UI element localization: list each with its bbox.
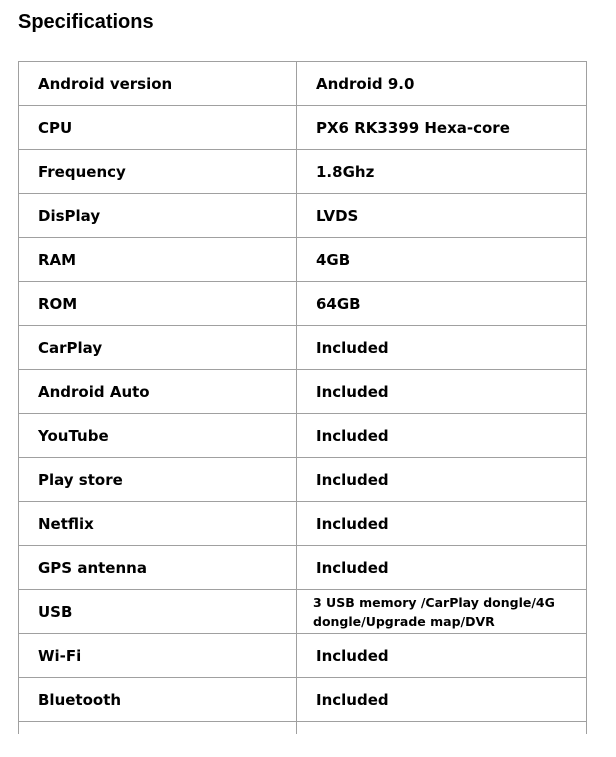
spec-value: LVDS bbox=[297, 194, 587, 238]
spec-label: CPU bbox=[19, 106, 297, 150]
table-cell-empty bbox=[297, 722, 587, 734]
spec-value: 64GB bbox=[297, 282, 587, 326]
spec-label: CarPlay bbox=[19, 326, 297, 370]
spec-value: Included bbox=[297, 414, 587, 458]
table-row bbox=[19, 106, 587, 150]
spec-label: USB bbox=[19, 590, 297, 634]
spec-label: RAM bbox=[19, 238, 297, 282]
table-row bbox=[19, 590, 587, 634]
table-row bbox=[19, 238, 587, 282]
spec-value: Android 9.0 bbox=[297, 62, 587, 106]
table-row-partial bbox=[19, 722, 587, 734]
spec-label: GPS antenna bbox=[19, 546, 297, 590]
spec-label: Play store bbox=[19, 458, 297, 502]
table-row bbox=[19, 502, 587, 546]
spec-value: PX6 RK3399 Hexa-core bbox=[297, 106, 587, 150]
spec-value: Included bbox=[297, 546, 587, 590]
page-title: Specifications bbox=[18, 11, 154, 33]
spec-label: Frequency bbox=[19, 150, 297, 194]
table-row bbox=[19, 634, 587, 678]
spec-value: Included bbox=[297, 502, 587, 546]
spec-value: Included bbox=[297, 634, 587, 678]
spec-label: Android version bbox=[19, 62, 297, 106]
table-row bbox=[19, 546, 587, 590]
table-row bbox=[19, 282, 587, 326]
table-row bbox=[19, 678, 587, 722]
spec-label: Android Auto bbox=[19, 370, 297, 414]
spec-label: Netflix bbox=[19, 502, 297, 546]
table-row bbox=[19, 370, 587, 414]
spec-value: Included bbox=[297, 326, 587, 370]
specifications-table bbox=[18, 61, 587, 734]
table-row bbox=[19, 150, 587, 194]
table-cell-empty bbox=[19, 722, 297, 734]
spec-label: Bluetooth bbox=[19, 678, 297, 722]
table-row bbox=[19, 62, 587, 106]
table-row bbox=[19, 458, 587, 502]
table-row bbox=[19, 326, 587, 370]
table-row bbox=[19, 194, 587, 238]
table-row bbox=[19, 414, 587, 458]
spec-value: Included bbox=[297, 678, 587, 722]
spec-label: DisPlay bbox=[19, 194, 297, 238]
spec-label: YouTube bbox=[19, 414, 297, 458]
spec-value: Included bbox=[297, 370, 587, 414]
spec-value: 4GB bbox=[297, 238, 587, 282]
spec-value: Included bbox=[297, 458, 587, 502]
spec-value: 3 USB memory /CarPlay dongle/4G dongle/Upgrade map/DVR bbox=[297, 590, 587, 634]
spec-label: Wi-Fi bbox=[19, 634, 297, 678]
spec-label: ROM bbox=[19, 282, 297, 326]
spec-value: 1.8Ghz bbox=[297, 150, 587, 194]
